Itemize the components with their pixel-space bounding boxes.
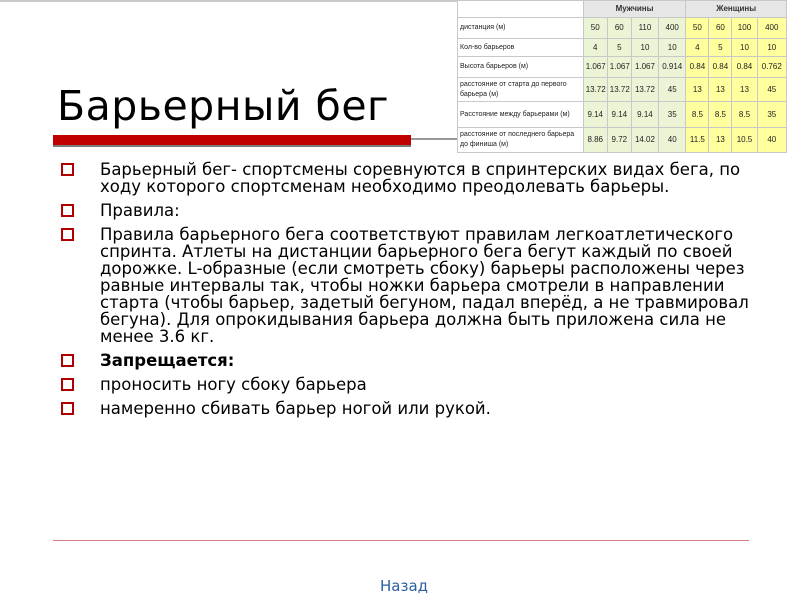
table-cell-women: 10.5 — [732, 128, 757, 153]
list-item-text: Правила барьерного бега соответствуют правилам легкоатлетического спринта. Атлеты на дистанции барьерного бега бегут каждый по своей дорожке. L-образные (если смотреть сбоку) барьеры расположены через равные интервалы так, чтобы ножки барьера смотрели в направлении старта (чтобы барьер, задетый бегуном, падал вперёд, а не травмировал бегуна). Для опрокидывания барьера должна быть приложена сила не менее 3.6 кг. — [100, 225, 749, 346]
bottom-divider — [53, 540, 749, 541]
title-underline-red — [53, 135, 411, 145]
table-row-label: Высота барьеров (м) — [458, 57, 584, 78]
table-cell-women: 8.5 — [686, 102, 709, 128]
table-cell-men: 110 — [631, 18, 658, 39]
table-row — [458, 78, 787, 102]
table-cell-men: 400 — [659, 18, 686, 39]
table-cell-men: 13.72 — [631, 78, 658, 102]
list-item-text: Правила: — [100, 201, 180, 220]
table-row — [458, 102, 787, 128]
slide-title: Барьерный бег — [57, 82, 390, 130]
table-row — [458, 57, 787, 78]
header-men: Мужчины — [583, 1, 686, 18]
table-cell-women: 13 — [709, 78, 732, 102]
table-cell-men: 10 — [631, 39, 658, 57]
table-cell-women: 0.84 — [732, 57, 757, 78]
table-cell-women: 5 — [709, 39, 732, 57]
list-item-text: Запрещается: — [100, 351, 235, 370]
table-cell-women: 8.5 — [709, 102, 732, 128]
table-cell-women: 40 — [757, 128, 786, 153]
table-cell-men: 10 — [659, 39, 686, 57]
table-cell-women: 13 — [686, 78, 709, 102]
table-cell-men: 1.067 — [583, 57, 607, 78]
square-bullet-icon — [61, 163, 74, 176]
table-cell-women: 10 — [757, 39, 786, 57]
table-cell-women: 400 — [757, 18, 786, 39]
table-cell-men: 9.72 — [607, 128, 631, 153]
list-item — [60, 400, 760, 417]
table-cell-men: 8.86 — [583, 128, 607, 153]
table-cell-women: 13 — [732, 78, 757, 102]
table-row — [458, 39, 787, 57]
table-row-label: Расстояние между барьерами (м) — [458, 102, 584, 128]
hurdle-parameters-table — [457, 0, 787, 153]
table-cell-women: 11.5 — [686, 128, 709, 153]
list-item-text: проносить ногу сбоку барьера — [100, 375, 367, 394]
list-item-text: намеренно сбивать барьер ногой или рукой. — [100, 399, 491, 418]
table-cell-men: 9.14 — [583, 102, 607, 128]
list-item-text: Барьерный бег- спортсмены соревнуются в спринтерских видах бега, по ходу которого спортсменам необходимо преодолевать барьеры. — [100, 160, 741, 196]
list-item — [60, 376, 760, 393]
list-item — [60, 226, 760, 345]
table-cell-men: 9.14 — [607, 102, 631, 128]
table-cell-men: 14.02 — [631, 128, 658, 153]
table-cell-men: 5 — [607, 39, 631, 57]
table-cell-women: 8.5 — [732, 102, 757, 128]
table-cell-women: 0.762 — [757, 57, 786, 78]
list-item — [60, 161, 760, 195]
square-bullet-icon — [61, 378, 74, 391]
square-bullet-icon — [61, 402, 74, 415]
square-bullet-icon — [61, 204, 74, 217]
table-row-label: расстояние от старта до первого барьера (м) — [458, 78, 584, 102]
table-header-row — [458, 1, 787, 18]
list-item — [60, 202, 760, 219]
table-cell-men: 9.14 — [631, 102, 658, 128]
table-cell-women: 100 — [732, 18, 757, 39]
table-cell-men: 0.914 — [659, 57, 686, 78]
table-cell-women: 50 — [686, 18, 709, 39]
table-cell-women: 45 — [757, 78, 786, 102]
table-cell-women: 35 — [757, 102, 786, 128]
title-underline-shadow — [53, 145, 411, 147]
table-cell-men: 60 — [607, 18, 631, 39]
square-bullet-icon — [61, 228, 74, 241]
table-row-label: дистанция (м) — [458, 18, 584, 39]
table-cell-men: 1.067 — [607, 57, 631, 78]
table-row-label: расстояние от последнего барьера до финиша (м) — [458, 128, 584, 153]
square-bullet-icon — [61, 354, 74, 367]
table-cell-women: 13 — [709, 128, 732, 153]
header-women: Женщины — [686, 1, 787, 18]
table-cell-women: 60 — [709, 18, 732, 39]
table-row-label: Кол-во барьеров — [458, 39, 584, 57]
table-cell-women: 0.84 — [686, 57, 709, 78]
back-link[interactable]: Назад — [380, 577, 429, 595]
decorative-top-line — [0, 0, 458, 2]
table-row — [458, 128, 787, 153]
table-cell-men: 13.72 — [607, 78, 631, 102]
table-cell-women: 10 — [732, 39, 757, 57]
table-cell-men: 4 — [583, 39, 607, 57]
bullet-list — [60, 161, 760, 424]
list-item — [60, 352, 760, 369]
table-cell-men: 50 — [583, 18, 607, 39]
table-cell-men: 45 — [659, 78, 686, 102]
table-cell-women: 4 — [686, 39, 709, 57]
table-cell-men: 1.067 — [631, 57, 658, 78]
table-cell-men: 13.72 — [583, 78, 607, 102]
table-cell-men: 35 — [659, 102, 686, 128]
table-cell-men: 40 — [659, 128, 686, 153]
table-corner-cell — [458, 1, 584, 18]
table-cell-women: 0.84 — [709, 57, 732, 78]
table-row — [458, 18, 787, 39]
